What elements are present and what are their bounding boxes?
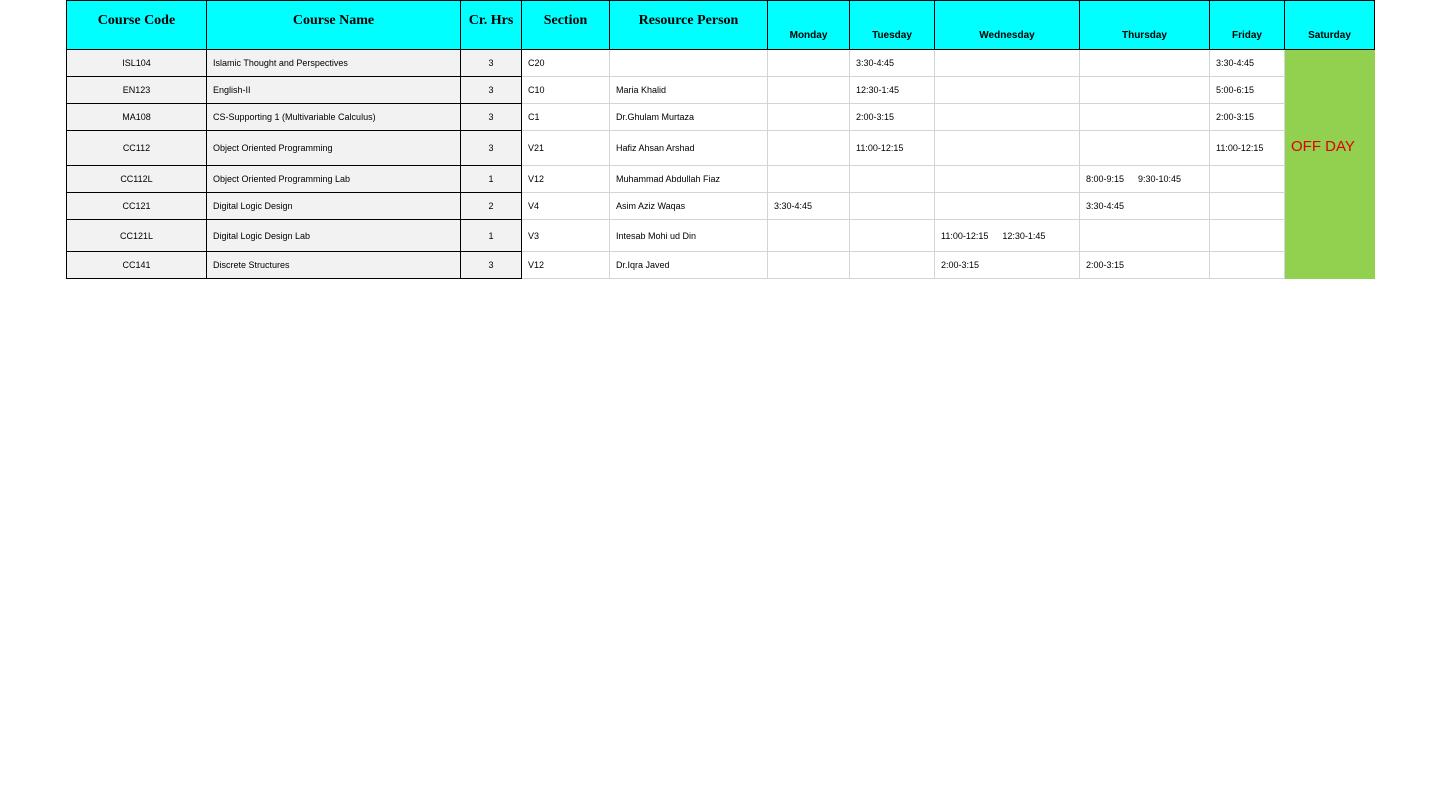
header-saturday: Saturday [1285, 1, 1375, 50]
course-name-cell[interactable]: Digital Logic Design Lab [207, 220, 461, 252]
header-course-code: Course Code [67, 1, 207, 50]
credit-hours-cell[interactable]: 3 [461, 77, 522, 104]
wednesday-cell[interactable] [935, 193, 1080, 220]
section-cell[interactable]: C20 [522, 50, 610, 77]
time-slot: 11:00-12:15 [1216, 143, 1264, 153]
credit-hours-cell[interactable]: 3 [461, 252, 522, 279]
timetable [66, 0, 1375, 279]
section-cell[interactable]: C10 [522, 77, 610, 104]
monday-cell[interactable] [768, 50, 850, 77]
friday-cell[interactable] [1210, 252, 1285, 279]
thursday-cell[interactable] [1080, 193, 1210, 220]
friday-cell[interactable] [1210, 193, 1285, 220]
thursday-cell[interactable] [1080, 166, 1210, 193]
monday-cell[interactable] [768, 77, 850, 104]
tuesday-cell[interactable] [850, 77, 935, 104]
header-monday: Monday [768, 1, 850, 50]
friday-cell[interactable] [1210, 77, 1285, 104]
header-tuesday: Tuesday [850, 1, 935, 50]
header-thursday: Thursday [1080, 1, 1210, 50]
resource-person-cell[interactable]: Muhammad Abdullah Fiaz [610, 166, 768, 193]
time-slot: 2:00-3:15 [856, 112, 895, 122]
thursday-cell[interactable] [1080, 104, 1210, 131]
resource-person-cell[interactable]: Dr.Ghulam Murtaza [610, 104, 768, 131]
resource-person-cell[interactable]: Hafiz Ahsan Arshad [610, 131, 768, 166]
tuesday-cell[interactable] [850, 50, 935, 77]
monday-cell[interactable] [768, 193, 850, 220]
monday-cell[interactable] [768, 104, 850, 131]
tuesday-cell[interactable] [850, 104, 935, 131]
tuesday-cell[interactable] [850, 220, 935, 252]
course-name-cell[interactable]: Object Oriented Programming Lab [207, 166, 461, 193]
course-code-cell[interactable]: CC121 [67, 193, 207, 220]
header-row [67, 1, 1375, 50]
time-slot: 9:30-10:45 [1138, 174, 1182, 184]
course-name-cell[interactable]: Islamic Thought and Perspectives [207, 50, 461, 77]
time-slot: 8:00-9:15 [1086, 174, 1125, 184]
section-cell[interactable]: V21 [522, 131, 610, 166]
resource-person-cell[interactable]: Asim Aziz Waqas [610, 193, 768, 220]
time-slot: 5:00-6:15 [1216, 85, 1255, 95]
table-row [67, 193, 1375, 220]
course-code-cell[interactable]: CC112L [67, 166, 207, 193]
header-course-name: Course Name [207, 1, 461, 50]
wednesday-cell[interactable] [935, 50, 1080, 77]
time-slot: 3:30-4:45 [774, 201, 813, 211]
section-cell[interactable]: C1 [522, 104, 610, 131]
resource-person-cell[interactable]: Intesab Mohi ud Din [610, 220, 768, 252]
table-row [67, 220, 1375, 252]
table-row [67, 50, 1375, 77]
course-name-cell[interactable]: Discrete Structures [207, 252, 461, 279]
tuesday-cell[interactable] [850, 166, 935, 193]
table-row [67, 166, 1375, 193]
table-row [67, 252, 1375, 279]
thursday-cell[interactable] [1080, 220, 1210, 252]
wednesday-cell[interactable] [935, 166, 1080, 193]
friday-cell[interactable] [1210, 104, 1285, 131]
section-cell[interactable]: V12 [522, 166, 610, 193]
wednesday-cell[interactable] [935, 220, 1080, 252]
time-slot: 2:00-3:15 [1216, 112, 1255, 122]
header-credit-hours: Cr. Hrs [461, 1, 522, 50]
tuesday-cell[interactable] [850, 252, 935, 279]
course-code-cell[interactable]: MA108 [67, 104, 207, 131]
monday-cell[interactable] [768, 131, 850, 166]
course-code-cell[interactable]: CC112 [67, 131, 207, 166]
time-slot: 11:00-12:15 [941, 230, 989, 241]
credit-hours-cell[interactable]: 1 [461, 220, 522, 252]
section-cell[interactable]: V3 [522, 220, 610, 252]
friday-cell[interactable] [1210, 220, 1285, 252]
credit-hours-cell[interactable]: 1 [461, 166, 522, 193]
credit-hours-cell[interactable]: 3 [461, 50, 522, 77]
monday-cell[interactable] [768, 220, 850, 252]
header-wednesday: Wednesday [935, 1, 1080, 50]
header-resource-person: Resource Person [610, 1, 768, 50]
section-cell[interactable]: V4 [522, 193, 610, 220]
wednesday-cell[interactable] [935, 252, 1080, 279]
credit-hours-cell[interactable]: 2 [461, 193, 522, 220]
credit-hours-cell[interactable]: 3 [461, 131, 522, 166]
course-code-cell[interactable]: ISL104 [67, 50, 207, 77]
resource-person-cell[interactable]: Maria Khalid [610, 77, 768, 104]
course-code-cell[interactable]: CC141 [67, 252, 207, 279]
time-slot: 3:30-4:45 [856, 58, 895, 68]
course-name-cell[interactable]: CS-Supporting 1 (Multivariable Calculus) [207, 104, 461, 131]
credit-hours-cell[interactable]: 3 [461, 104, 522, 131]
friday-cell[interactable] [1210, 166, 1285, 193]
friday-cell[interactable] [1210, 131, 1285, 166]
wednesday-cell[interactable] [935, 77, 1080, 104]
table-row [67, 77, 1375, 104]
thursday-cell[interactable] [1080, 252, 1210, 279]
monday-cell[interactable] [768, 252, 850, 279]
tuesday-cell[interactable] [850, 131, 935, 166]
course-code-cell[interactable]: CC121L [67, 220, 207, 252]
time-slot: 12:30-1:45 [856, 85, 900, 95]
time-slot: 3:30-4:45 [1086, 201, 1125, 211]
course-code-cell[interactable]: EN123 [67, 77, 207, 104]
header-friday: Friday [1210, 1, 1285, 50]
resource-person-cell[interactable]: Dr.Iqra Javed [610, 252, 768, 279]
time-slot: 2:00-3:15 [941, 260, 980, 270]
time-slot: 2:00-3:15 [1086, 260, 1125, 270]
table-row [67, 104, 1375, 131]
monday-cell[interactable] [768, 166, 850, 193]
table-row [67, 131, 1375, 166]
time-slot: 12:30-1:45 [1002, 230, 1046, 241]
wednesday-cell[interactable] [935, 104, 1080, 131]
thursday-cell[interactable] [1080, 77, 1210, 104]
thursday-cell[interactable] [1080, 131, 1210, 166]
saturday-off-day-cell[interactable]: OFF DAY [1285, 50, 1375, 279]
time-slot: 3:30-4:45 [1216, 58, 1255, 68]
course-name-cell[interactable]: Digital Logic Design [207, 193, 461, 220]
tuesday-cell[interactable] [850, 193, 935, 220]
thursday-cell[interactable] [1080, 50, 1210, 77]
section-cell[interactable]: V12 [522, 252, 610, 279]
friday-cell[interactable] [1210, 50, 1285, 77]
course-name-cell[interactable]: English-II [207, 77, 461, 104]
wednesday-cell[interactable] [935, 131, 1080, 166]
header-section: Section [522, 1, 610, 50]
time-slot: 11:00-12:15 [856, 143, 904, 153]
course-name-cell[interactable]: Object Oriented Programming [207, 131, 461, 166]
resource-person-cell[interactable] [610, 50, 768, 77]
